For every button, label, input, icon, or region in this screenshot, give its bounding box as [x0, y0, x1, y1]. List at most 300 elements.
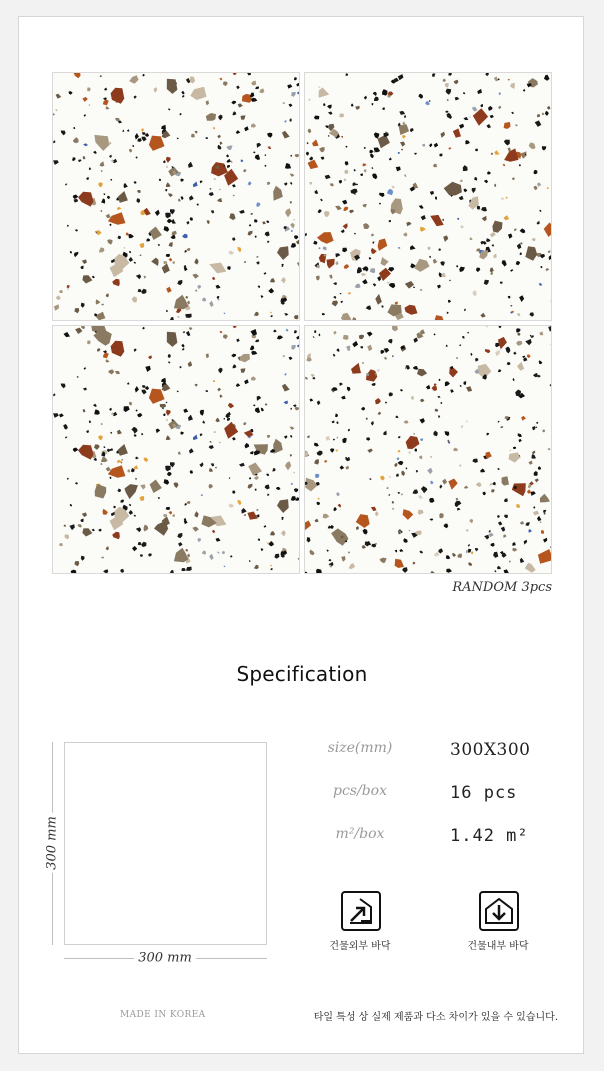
terrazzo-chip: [374, 97, 379, 102]
terrazzo-chip: [244, 514, 246, 516]
terrazzo-chip: [104, 446, 106, 448]
terrazzo-chip: [195, 289, 197, 291]
terrazzo-chip: [341, 396, 346, 400]
terrazzo-chip: [250, 93, 255, 98]
terrazzo-chip: [475, 358, 478, 362]
terrazzo-chip: [150, 480, 162, 494]
terrazzo-chip: [429, 144, 432, 148]
terrazzo-chip: [127, 129, 130, 131]
terrazzo-chip: [207, 220, 210, 224]
terrazzo-chip: [362, 545, 366, 549]
terrazzo-chip: [93, 404, 97, 407]
terrazzo-chip: [399, 111, 405, 115]
terrazzo-chip: [286, 329, 289, 332]
terrazzo-chip: [371, 234, 374, 237]
terrazzo-chip: [215, 467, 216, 469]
terrazzo-chip: [362, 362, 364, 364]
terrazzo-chip: [134, 434, 137, 436]
terrazzo-chip: [307, 435, 310, 438]
terrazzo-chip: [117, 191, 128, 203]
terrazzo-chip: [257, 143, 262, 148]
terrazzo-chip: [209, 445, 214, 449]
terrazzo-chip: [327, 105, 332, 110]
terrazzo-chip: [142, 390, 147, 395]
terrazzo-chip: [331, 528, 348, 545]
terrazzo-chip: [110, 432, 112, 434]
terrazzo-chip: [117, 207, 122, 211]
terrazzo-chip: [82, 259, 87, 264]
terrazzo-chip: [535, 427, 537, 429]
spec-value-area: 1.42 m²: [450, 826, 529, 846]
terrazzo-chip: [167, 472, 172, 477]
terrazzo-chip: [186, 78, 191, 83]
terrazzo-chip: [219, 442, 221, 444]
spec-value-size: 300X300: [450, 740, 531, 760]
terrazzo-chip: [503, 534, 506, 538]
terrazzo-chip: [379, 193, 384, 197]
terrazzo-chip: [550, 546, 552, 548]
terrazzo-chip: [392, 186, 395, 189]
terrazzo-chip: [65, 437, 67, 439]
terrazzo-chip: [542, 146, 546, 150]
terrazzo-chip: [53, 113, 55, 115]
terrazzo-chip: [73, 195, 79, 200]
terrazzo-chip: [370, 154, 374, 159]
terrazzo-chip: [528, 484, 532, 488]
terrazzo-chip: [177, 533, 182, 538]
terrazzo-chip: [340, 293, 342, 294]
terrazzo-chip: [166, 287, 172, 293]
terrazzo-chip: [466, 529, 469, 531]
terrazzo-chip: [95, 312, 106, 321]
terrazzo-chip: [167, 332, 178, 347]
exterior-floor-icon: [341, 891, 381, 931]
terrazzo-chip: [81, 326, 85, 329]
terrazzo-chip: [490, 232, 496, 238]
terrazzo-chip: [413, 562, 416, 565]
terrazzo-chip: [372, 174, 377, 180]
terrazzo-chip: [542, 430, 545, 433]
terrazzo-chip: [520, 558, 525, 563]
terrazzo-chip: [290, 182, 292, 185]
terrazzo-chip: [217, 135, 221, 139]
terrazzo-chip: [375, 294, 382, 305]
terrazzo-chip: [294, 235, 298, 239]
terrazzo-chip: [341, 136, 343, 138]
terrazzo-chip: [466, 421, 468, 423]
terrazzo-chip: [241, 508, 246, 514]
terrazzo-chip: [165, 213, 171, 219]
terrazzo-chip: [188, 162, 193, 168]
terrazzo-chip: [182, 234, 188, 239]
terrazzo-chip: [504, 515, 508, 519]
terrazzo-chip: [344, 207, 349, 212]
terrazzo-chip: [78, 524, 82, 527]
terrazzo-chip: [467, 332, 469, 334]
terrazzo-chip: [508, 234, 512, 239]
spec-row-size: [300, 740, 560, 764]
terrazzo-chip: [227, 418, 230, 421]
terrazzo-chip: [406, 222, 411, 226]
terrazzo-chip: [309, 182, 312, 185]
terrazzo-chip: [502, 476, 509, 485]
terrazzo-chip: [94, 313, 97, 316]
terrazzo-chip: [135, 478, 137, 480]
terrazzo-chip: [132, 546, 137, 551]
terrazzo-chip: [484, 535, 489, 540]
terrazzo-chip: [440, 484, 443, 488]
terrazzo-chip: [220, 395, 223, 399]
terrazzo-chip: [296, 240, 300, 245]
terrazzo-chip: [400, 142, 405, 147]
terrazzo-chip: [497, 515, 500, 518]
terrazzo-chip: [329, 559, 332, 561]
terrazzo-chip: [487, 171, 490, 174]
terrazzo-chip: [92, 529, 95, 532]
terrazzo-chip: [284, 120, 287, 123]
terrazzo-chip: [531, 491, 536, 496]
terrazzo-chip: [141, 433, 143, 435]
terrazzo-chip: [155, 210, 160, 216]
terrazzo-chip: [399, 549, 403, 552]
terrazzo-chip: [544, 222, 552, 237]
terrazzo-chip: [446, 345, 448, 347]
terrazzo-chip: [258, 286, 260, 289]
terrazzo-chip: [131, 427, 137, 434]
terrazzo-chip: [201, 494, 203, 496]
terrazzo-chip: [129, 251, 131, 253]
terrazzo-chip: [150, 227, 162, 241]
terrazzo-chip: [447, 99, 449, 101]
terrazzo-chip: [371, 248, 377, 254]
terrazzo-chip: [548, 251, 551, 254]
terrazzo-chip: [248, 463, 262, 476]
spec-value-pcs: 16 pcs: [450, 783, 518, 803]
terrazzo-chip: [170, 317, 174, 321]
terrazzo-chip: [367, 449, 373, 453]
terrazzo-chip: [192, 527, 199, 532]
terrazzo-chip: [540, 266, 542, 268]
terrazzo-chip: [110, 179, 112, 181]
terrazzo-chip: [82, 275, 92, 283]
terrazzo-chip: [490, 272, 493, 275]
terrazzo-chip: [462, 336, 465, 339]
terrazzo-chip: [75, 482, 78, 484]
terrazzo-chip: [255, 235, 257, 237]
terrazzo-chip: [144, 458, 149, 463]
terrazzo-chip: [224, 418, 226, 420]
terrazzo-chip: [356, 514, 370, 528]
exterior-floor-label: 건물외부 바닥: [329, 941, 391, 952]
terrazzo-chip: [227, 159, 231, 163]
terrazzo-chip: [457, 508, 461, 511]
terrazzo-chip: [454, 80, 459, 84]
terrazzo-chip: [389, 283, 396, 288]
terrazzo-chip: [430, 191, 434, 195]
terrazzo-chip: [209, 554, 214, 560]
terrazzo-chip: [270, 315, 272, 317]
terrazzo-chip: [186, 331, 191, 336]
terrazzo-chip: [443, 79, 446, 82]
terrazzo-chip: [392, 326, 398, 331]
terrazzo-chip: [317, 232, 334, 244]
terrazzo-chip: [400, 389, 403, 392]
terrazzo-chip: [129, 402, 132, 406]
terrazzo-chip: [91, 326, 106, 333]
terrazzo-chip: [512, 542, 516, 546]
terrazzo-chip: [129, 504, 131, 506]
terrazzo-chip: [291, 483, 293, 485]
width-dimension-label: 300 mm: [134, 951, 196, 966]
terrazzo-chip: [134, 181, 137, 183]
terrazzo-chip: [329, 275, 332, 279]
terrazzo-pattern-1: [53, 73, 300, 321]
terrazzo-chip: [536, 422, 538, 424]
terrazzo-chip: [392, 501, 395, 504]
terrazzo-chip: [497, 468, 500, 470]
terrazzo-chip: [348, 429, 350, 432]
terrazzo-chip: [101, 456, 108, 462]
terrazzo-chip: [349, 563, 356, 569]
terrazzo-chip: [184, 268, 188, 272]
terrazzo-chip: [232, 437, 236, 440]
terrazzo-chip: [243, 169, 246, 172]
terrazzo-chip: [315, 474, 319, 478]
terrazzo-chip: [373, 241, 375, 244]
terrazzo-chip: [168, 361, 171, 363]
terrazzo-chip: [267, 494, 269, 496]
terrazzo-chip: [165, 189, 168, 192]
terrazzo-chip: [298, 558, 300, 561]
terrazzo-chip: [148, 553, 152, 556]
terrazzo-chip: [213, 380, 215, 382]
terrazzo-chip: [141, 542, 146, 547]
terrazzo-chip: [501, 527, 506, 532]
terrazzo-chip: [166, 507, 170, 510]
terrazzo-chip: [480, 104, 483, 107]
terrazzo-chip: [398, 450, 401, 453]
terrazzo-chip: [313, 336, 315, 338]
terrazzo-chip: [100, 75, 103, 77]
terrazzo-chip: [433, 259, 438, 264]
terrazzo-chip: [404, 174, 406, 177]
terrazzo-chip: [291, 345, 296, 350]
terrazzo-chip: [74, 252, 78, 257]
terrazzo-chip: [257, 396, 262, 401]
terrazzo-chip: [382, 306, 384, 308]
terrazzo-chip: [537, 114, 540, 117]
terrazzo-chip: [330, 525, 334, 529]
terrazzo-chip: [101, 557, 104, 559]
spec-key-area: m²/box: [335, 826, 385, 842]
terrazzo-chip: [335, 413, 338, 417]
terrazzo-chip: [519, 439, 522, 443]
terrazzo-chip: [333, 507, 337, 511]
terrazzo-chip: [308, 160, 319, 170]
terrazzo-chip: [482, 216, 487, 222]
terrazzo-chip: [498, 521, 503, 525]
terrazzo-chip: [134, 262, 137, 264]
terrazzo-chip: [83, 388, 87, 391]
terrazzo-chip: [314, 330, 316, 333]
terrazzo-chip: [456, 357, 457, 358]
interior-floor-icon: [479, 891, 519, 931]
terrazzo-chip: [402, 135, 406, 138]
terrazzo-chip: [414, 448, 417, 452]
terrazzo-chip: [326, 550, 329, 552]
terrazzo-chip: [305, 377, 308, 380]
terrazzo-chip: [381, 257, 389, 266]
terrazzo-chip: [527, 354, 531, 358]
terrazzo-chip: [128, 234, 134, 239]
terrazzo-chip: [216, 538, 221, 542]
terrazzo-chip: [378, 412, 381, 415]
terrazzo-chip: [509, 560, 511, 562]
terrazzo-chip: [427, 468, 432, 475]
terrazzo-chip: [474, 177, 477, 181]
terrazzo-chip: [494, 76, 499, 81]
terrazzo-chip: [101, 423, 103, 425]
terrazzo-chip: [250, 213, 253, 215]
terrazzo-chip: [158, 244, 160, 246]
terrazzo-chip: [429, 100, 431, 102]
terrazzo-chip: [277, 246, 289, 260]
terrazzo-chip: [477, 206, 480, 210]
terrazzo-chip: [506, 197, 508, 199]
terrazzo-chip: [94, 409, 100, 414]
terrazzo-chip: [512, 483, 526, 496]
terrazzo-chip: [70, 504, 72, 507]
terrazzo-chip: [498, 369, 501, 372]
terrazzo-pattern-2: [305, 73, 552, 321]
terrazzo-chip: [509, 450, 511, 452]
terrazzo-chip: [250, 451, 253, 454]
terrazzo-chip: [169, 511, 173, 515]
terrazzo-chip: [333, 439, 335, 441]
terrazzo-chip: [305, 233, 307, 236]
terrazzo-chip: [121, 500, 124, 503]
terrazzo-chip: [74, 561, 79, 566]
terrazzo-chip: [471, 552, 473, 555]
terrazzo-chip: [491, 489, 495, 492]
terrazzo-chip: [534, 471, 538, 476]
terrazzo-chip: [398, 74, 404, 80]
terrazzo-chip: [391, 209, 396, 214]
terrazzo-chip: [268, 541, 274, 546]
terrazzo-chip: [64, 525, 67, 527]
terrazzo-chip: [504, 148, 518, 161]
terrazzo-chip: [200, 180, 203, 183]
terrazzo-chip: [406, 436, 420, 449]
terrazzo-chip: [468, 549, 471, 553]
terrazzo-chip: [156, 429, 161, 434]
terrazzo-chip: [453, 448, 458, 452]
terrazzo-chip: [388, 494, 390, 496]
terrazzo-chip: [531, 335, 534, 338]
terrazzo-chip: [226, 154, 229, 157]
terrazzo-chip: [318, 498, 320, 500]
terrazzo-chip: [123, 130, 125, 132]
terrazzo-chip: [190, 470, 193, 473]
terrazzo-chip: [469, 519, 473, 523]
terrazzo-chip: [430, 456, 432, 457]
terrazzo-chip: [105, 359, 109, 362]
terrazzo-chip: [525, 522, 529, 526]
terrazzo-chip: [330, 448, 334, 452]
terrazzo-chip: [371, 507, 377, 511]
terrazzo-chip: [209, 188, 211, 190]
terrazzo-chip: [523, 357, 527, 361]
terrazzo-chip: [265, 485, 270, 490]
terrazzo-chip: [516, 504, 520, 508]
terrazzo-chip: [136, 410, 138, 412]
terrazzo-chip: [206, 100, 209, 105]
terrazzo-chip: [154, 521, 168, 536]
terrazzo-chip: [537, 182, 541, 187]
terrazzo-chip: [163, 413, 166, 416]
terrazzo-chip: [463, 92, 465, 94]
terrazzo-chip: [396, 474, 399, 477]
terrazzo-chip: [398, 436, 401, 438]
terrazzo-chip: [369, 150, 373, 154]
terrazzo-chip: [342, 200, 347, 205]
terrazzo-chip: [218, 298, 220, 300]
terrazzo-chip: [200, 410, 204, 416]
terrazzo-chip: [185, 250, 187, 252]
terrazzo-chip: [209, 441, 211, 443]
terrazzo-chip: [253, 405, 255, 407]
terrazzo-chip: [194, 384, 197, 387]
terrazzo-chip: [125, 484, 138, 499]
terrazzo-chip: [84, 367, 86, 370]
terrazzo-chip: [470, 353, 472, 356]
terrazzo-chip: [416, 470, 418, 473]
terrazzo-chip: [392, 355, 393, 357]
terrazzo-chip: [264, 272, 267, 274]
terrazzo-chip: [73, 127, 75, 129]
terrazzo-chip: [477, 89, 482, 94]
terrazzo-chip: [316, 276, 320, 281]
terrazzo-chip: [255, 154, 260, 160]
terrazzo-chip: [197, 285, 201, 289]
terrazzo-chip: [285, 208, 291, 217]
terrazzo-chip: [427, 247, 430, 251]
terrazzo-chip: [401, 493, 404, 495]
terrazzo-chip: [78, 192, 94, 207]
terrazzo-chip: [149, 136, 165, 151]
terrazzo-chip: [67, 285, 70, 288]
terrazzo-chip: [504, 140, 510, 146]
terrazzo-chip: [264, 525, 267, 527]
terrazzo-chip: [434, 383, 437, 386]
terrazzo-chip: [237, 500, 241, 505]
terrazzo-chip: [465, 140, 470, 144]
terrazzo-chip: [101, 463, 103, 465]
terrazzo-chip: [97, 348, 100, 351]
terrazzo-chip: [188, 361, 193, 367]
terrazzo-chip: [59, 290, 63, 293]
terrazzo-chip: [435, 197, 437, 201]
terrazzo-chip: [295, 154, 300, 158]
terrazzo-chip: [127, 382, 130, 384]
terrazzo-chip: [460, 225, 464, 229]
terrazzo-chip: [247, 73, 251, 75]
terrazzo-chip: [443, 235, 448, 242]
terrazzo-chip: [256, 256, 258, 258]
terrazzo-chip: [308, 129, 312, 134]
terrazzo-chip: [504, 215, 510, 220]
terrazzo-chip: [380, 476, 385, 481]
